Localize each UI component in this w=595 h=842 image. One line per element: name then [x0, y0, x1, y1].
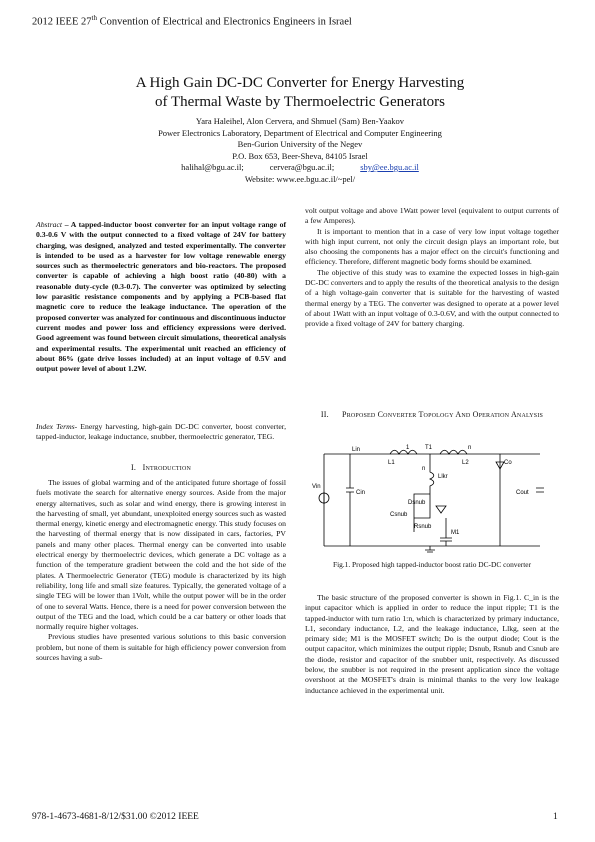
- title-line-2: of Thermal Waste by Thermoelectric Generators: [155, 94, 445, 110]
- label-csnub: Csnub: [390, 512, 408, 518]
- conference-header: 2012 IEEE 27th Convention of Electrical and Electronics Engineers in Israel: [32, 14, 352, 28]
- label-ratio-1: 1: [406, 445, 410, 451]
- label-l2: L2: [462, 460, 469, 466]
- lleak-inductor: [430, 454, 434, 494]
- author-names: Yara Haleihel, Alon Cervera, and Shmuel (Sam) Ben-Yaakov: [195, 116, 405, 126]
- right-paragraph-2: The objective of this study was to examine the expected losses in high-gain DC-DC converters and to apply the results of the theoretical analysis to the design of a high voltage-gain converter that is suitable for the harvesting of wasted thermal energy by a TEG. The converter was designed to operate at a power level of about 1Watt with an input voltage of 0.3-0.6V, and with the output connected to provide a fixed voltage of 24V for battery charging.: [305, 267, 559, 329]
- label-ratio-n2: n: [422, 466, 426, 472]
- main-wires: [324, 454, 540, 546]
- author-address: P.O. Box 653, Beer-Sheva, 84105 Israel: [232, 150, 368, 161]
- cout-capacitor-plates: [536, 488, 544, 492]
- dsnub-diode: [436, 506, 446, 513]
- abstract: Abstract – A tapped-inductor boost converter for an input voltage range of 0.3-0.6 V with the output connected to a fixed voltage of 24V for battery charging, was designed, analyzed and tested experimentally. The converter is intended to be used as a harvester for low voltage renewable energy sources such as thermoelectric generators and bio-reactors. The proposed converter is capable of achieving a high boost ratio (40-80) with a reasonable duty-cycle (0.3-0.7). The converter was optimized by selecting low parasitic resistance components and by applying a PCB-based flat magnetic core to reduce the leakage inductance. The operation of the proposed converter was analyzed for continuous and discontinuous inductor current modes and power loss and efficiency expressions were derived. Good agreement was found between circuit simulations, theoretical analysis and experimental results. The experimental unit reached an efficiency of about 86% (gate drive losses included) at an input voltage of 0.5V and output power level of about 1.2W.: [36, 220, 286, 374]
- email-3[interactable]: sby@ee.bgu.ac.il: [360, 162, 419, 172]
- author-website[interactable]: Website: www.ee.bgu.ac.il/~pel/: [244, 173, 356, 184]
- label-lin: Lin: [352, 447, 361, 453]
- ground-symbol: [425, 546, 435, 552]
- right-paragraph-1: It is important to mention that in a case of very low input voltage together with high input current, not only the circuit design plays an important role, but also choosing the components has a major effect on the circuit's functioning and efficiency. Therefore, different magnetic body forms should be examined.: [305, 226, 559, 267]
- author-university: Ben-Gurion University of the Negev: [237, 139, 363, 149]
- section-heading-intro: I. Introduction: [130, 463, 192, 472]
- continued-paragraph: volt output voltage and above 1Watt power level (equivalent to output currents of a few Amperes).: [305, 206, 559, 226]
- label-vin: Vin: [312, 484, 321, 490]
- introduction-text: [36, 478, 286, 663]
- index-terms: Index Terms- Energy harvesting, high-gain DC-DC converter, boost converter, tapped-inductor, leakage inductance, snubber, thermoelectric generator, TEG.: [36, 422, 286, 442]
- label-ratio-n: n: [468, 445, 472, 451]
- section-heading-topology: II. Proposed Converter Topology And Operation Analysis: [320, 410, 544, 419]
- right-column-top: [305, 206, 559, 330]
- email-2[interactable]: cervera@bgu.ac.il;: [269, 162, 335, 172]
- label-l1: L1: [388, 460, 395, 466]
- footer-copyright: 978-1-4673-4681-8/12/$31.00 ©2012 IEEE: [32, 812, 199, 822]
- author-emails: [60, 162, 540, 174]
- title-line-1: A High Gain DC-DC Converter for Energy Harvesting: [135, 75, 465, 91]
- intro-paragraph-2: Previous studies have presented various solutions to this basic conversion problem, but none of them is suitable for high efficiency power conversion from sources having a sub-: [36, 632, 286, 663]
- label-cin: Cin: [356, 490, 366, 496]
- email-1[interactable]: halihal@bgu.ac.il;: [181, 162, 244, 172]
- label-rsnub: Rsnub: [414, 524, 432, 530]
- l1-winding: [390, 450, 417, 454]
- author-lab: Power Electronics Laboratory, Department of Electrical and Computer Engineering: [158, 127, 442, 138]
- label-dsnub: Dsnub: [408, 500, 426, 506]
- intro-paragraph-1: The issues of global warming and of the anticipated future shortage of fossil fuels motivate the search for alternative energy sources. Aside from the major energy alternatives, such as solar and wind energy, there is growing interest in the harvesting of small, yet abundant, unexploited energy sources such as wasted thermal energy, kinetic energy and electromagnetic energy. This study focuses on the harvesting of thermal energy that is now dissipated in cars, factories, PV panels and many other places. Thermal energy can be converted into usable electrical energy by thermoelectric devices, which generate a DC voltage as a function of the temperature gradient between the cold and the hot side of the plates. A Thermoelectric Generator (TEG) module is characterized by its high reliability, long life and small size features. Typically, the generated voltage of a single TEG will be lower than 1Volt, while the output power will be in the order of one to several Watts. Hence, there is a need for power conversion between the output of the TEG and the load, which could be a car battery or other loads that normally require higher voltages.: [36, 478, 286, 632]
- l2-winding: [440, 450, 467, 454]
- label-lleak: Llkr: [438, 474, 448, 480]
- figure-caption: Fig.1. Proposed high tapped-inductor boost ratio DC-DC converter: [332, 560, 532, 569]
- converter-schematic: [310, 442, 550, 554]
- page-number: 1: [553, 812, 558, 822]
- label-m1: M1: [451, 530, 460, 536]
- label-t1: T1: [425, 445, 433, 451]
- author-block: [60, 116, 540, 185]
- paper-title: [60, 74, 540, 112]
- label-co: Co: [504, 460, 512, 466]
- cin-capacitor-plates: [346, 488, 354, 546]
- label-cout: Cout: [516, 490, 529, 496]
- right-paragraph-3: The basic structure of the proposed converter is shown in Fig.1. C_in is the input capacitor which is applied in order to reduce the input ripple; T1 is the tapped-inductor with turn ratio 1:n, which is characterized by primary inductance, L1, secondary inductance, L2, and the leakage inductance, Llkg, seen at the primary side; M1 is the MOSFET switch; Do is the output diode; Cout is the output capacitor, which minimizes the output ripple; Dsnub, Rsnub and Csnub are the diode, resistor and capacitor of the snubber unit, respectively. As discussed below, the snubber is not required in the present application since the voltage overshoot at the MOSFET's drain is minimal thanks to the very low leakage inductance achieved in the experimental unit.: [305, 593, 559, 695]
- right-column-bottom: [305, 593, 559, 696]
